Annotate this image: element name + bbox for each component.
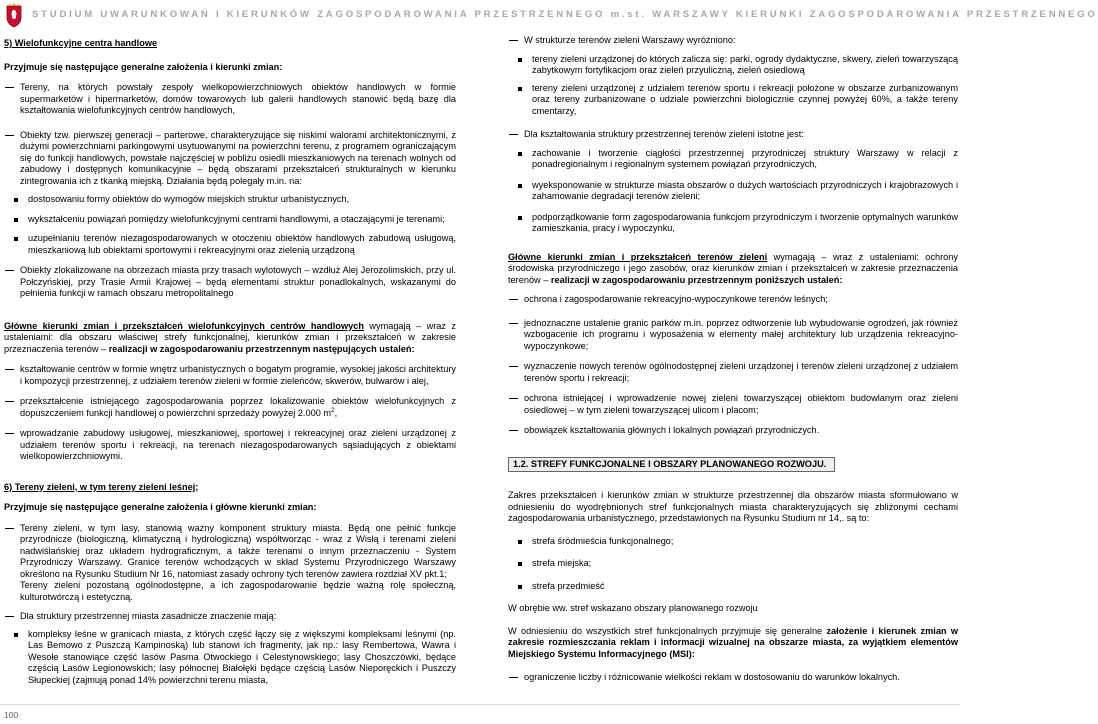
ads-paragraph bbox=[508, 626, 958, 661]
section-6-point-1b: Tereny zieleni pozostaną ogólnodostępne, a ich zagospodarowanie będzie ważną rolę społeczną, kulturotwórczą i estetyczną. bbox=[20, 580, 456, 602]
section-6-intro: Przyjmuje się następujące generalne założenia i główne kierunki zmian: bbox=[4, 502, 317, 512]
right-bullet-1: tereny zieleni urządzonej do których zalicza się: parki, ogrody dydaktyczne, skwery, zieleń towarzyszącą zabytkowym fortyfikacjom oraz zieleń przyuliczną, zieleń osiedlową bbox=[508, 54, 958, 77]
section-5-rule-2-text: przekształcenie istniejącego zagospodarowania poprzez lokalizowanie obiektów wielofunkcyjnych z dopuszczeniem funkcji handlowej o powierzchni sprzedaży powyżej 2.000 m bbox=[20, 396, 456, 418]
section-6-directions-heading: Główne kierunki zmian i przekształceń terenów zieleni bbox=[508, 251, 768, 262]
chapter-heading-box: 1.2. STREFY FUNKCJONALNE I OBSZARY PLANOWANEGO ROZWOJU. bbox=[508, 457, 835, 473]
right-bullet-3: zachowanie i tworzenie ciągłości przestrzennej przyrodniczej struktury Warszawy w relacji z ponadregionalnym i regionalnym systemem powiązań przyrodniczych, bbox=[508, 148, 958, 171]
left-column bbox=[4, 38, 456, 686]
section-6-bullet-1: kompleksy leśne w granicach miasta, z których część łączy się z większymi kompleksami leśnymi (np. Las Bemowo z Puszczą Kampinoską) lub stanowi ich fragmenty, jak np.: lasy Rembertowa, Wawra i Wesołe stanowiące część lasów Pasma Otwockiego i Celestynowskiego; lasy Choszczówki, będące częścią Lasów Legionowskich; lasy północnej Białołęki będące częścią Lasów Nieporęckich i Puszczy Słupeckiej (zajmują ponad 14% powierzchni terenu miasta, bbox=[4, 629, 456, 687]
footer-divider bbox=[0, 704, 960, 705]
zone-item-1: strefa śródmieścia funkcjonalnego; bbox=[508, 536, 958, 548]
section-5-rule-1: kształtowanie centrów w formie wnętrz urbanistycznych o bogatym programie, wysokiej jakości architektury i kompozycji przestrzennej, z udziałem terenów zieleni w formie zieleńców, skwerów, bulwarów i alej, bbox=[4, 364, 456, 387]
right-point-1: W strukturze terenów zieleni Warszawy wyróżniono: bbox=[508, 35, 958, 47]
running-title: STUDIUM UWARUNKOWAŃ I KIERUNKÓW ZAGOSPODAROWANIA PRZESTRZENNEGO m.st. WARSZAWY KIERUNKI ZAGOSPODAROWANIA PRZESTRZENNEGO bbox=[32, 9, 1098, 20]
section-5-title: 5) Wielofunkcyjne centra handlowe bbox=[4, 38, 158, 48]
page-number: 100 bbox=[4, 710, 19, 720]
section-5-bullet-3: uzupełnianiu terenów niezagospodarowanych w otoczeniu obiektów handlowych zabudową usługową, mieszkaniową lub obiektami sportowymi i rekreacyjnymi oraz zielenią urządzoną bbox=[4, 233, 456, 256]
section-6-directions-text: wymagają – wraz z ustaleniami: ochrony środowiska przyrodniczego i jego zasobów, oraz kierunków zmian i przekształceń w zakresie przeznaczenia terenów – bbox=[508, 251, 958, 285]
right-bullet-2: tereny zieleni urządzonej z udziałem terenów sportu i rekreacji położone w obszarze zurbanizowanym oraz tereny zurbanizowane o udziale powierzchni biologicznie czynnej powyżej 60%, a także tereny cmentarzy, bbox=[508, 83, 958, 118]
right-bullet-5: podporządkowanie form zagospodarowania funkcjom przyrodniczym i tworzenie optymalnych warunków zamieszkania, pracy i wypoczynku, bbox=[508, 212, 958, 235]
right-point-2: Dla kształtowania struktury przestrzennej terenów zieleni istotne jest: bbox=[508, 129, 958, 141]
section-6-title: 6) Tereny zieleni, w tym tereny zieleni leśnej; bbox=[4, 481, 199, 492]
section-6-point-2: Dla struktury przestrzennej miasta zasadnicze znaczenie mają: bbox=[4, 611, 456, 623]
section-6-directions bbox=[508, 252, 958, 287]
right-bullet-4: wyeksponowanie w strukturze miasta obszarów o dużych wartościach przyrodniczych i krajobrazowych i zahamowanie degradacji terenów zieleni; bbox=[508, 180, 958, 203]
zone-item-2: strefa miejska; bbox=[508, 558, 958, 570]
ads-rule-1: ograniczenie liczby i różnicowanie wielkości reklam w dostosowaniu do warunków lokalnych. bbox=[508, 672, 958, 684]
section-6-rule-1: ochrona i zagospodarowanie rekreacyjno-wypoczynkowe terenów leśnych; bbox=[508, 294, 958, 306]
section-5-directions-heading: Główne kierunki zmian i przekształceń wielofunkcyjnych centrów handlowych bbox=[4, 320, 364, 331]
section-6-directions-bold: realizacji w zagospodarowaniu przestrzennym poniższych ustaleń: bbox=[550, 274, 843, 285]
right-column bbox=[508, 35, 958, 684]
section-6-point-1: Tereny zieleni, w tym lasy, stanowią ważny komponent struktury miasta. Będą one pełnić funkcje przyrodnicze (biologiczną, klimatyczną i hydrologiczną) współtworząc - wraz z Wisłą i terenami zieleni nadwiślańskiej oraz układem hydrograficznym, a także terenami o innym przeznaczeniu - System Przyrodniczy Warszawy. Granice terenów wchodzących w skład Systemu Przyrodniczego Warszawy określono na Rysunku Studium Nr 16, natomiast zasady ochrony tych terenów zawiera rozdział XV pkt.1; bbox=[4, 523, 456, 581]
ads-paragraph-text: W odniesieniu do wszystkich stref funkcjonalnych przyjmuje się generalne bbox=[508, 625, 827, 636]
section-5-rule-2-end: , bbox=[334, 407, 338, 418]
section-6-rule-2: jednoznaczne ustalenie granic parków m.in. poprzez odtworzenie lub wybudowanie ogrodzeń, jak również wzbogacenie ich programu i wyposażenia w elementy małej architektury lub urządzenia rekreacyjno-wypoczynkowe; bbox=[508, 318, 958, 353]
section-5-point-1: Tereny, na których powstały zespoły wielkopowierzchniowych obiektów handlowych w formie supermarketów i hipermarketów, domów towarowych lub galerii handlowych stanowić będą bazę dla kształtowania wielofunkcyjnych centrów handlowych, bbox=[4, 82, 456, 117]
section-6-rule-5: obowiązek kształtowania głównych i lokalnych powiązań przyrodniczych. bbox=[508, 425, 958, 437]
zones-after: W obrębie ww. stref wskazano obszary planowanego rozwoju bbox=[508, 603, 758, 613]
section-5-bullet-2: wykształceniu powiązań pomiędzy wielofunkcyjnymi centrami handlowymi, a otaczającymi je terenami; bbox=[4, 214, 456, 226]
section-5-rule-2 bbox=[4, 396, 456, 419]
section-5-rule-3: wprowadzanie zabudowy usługowej, mieszkaniowej, sportowej i rekreacyjnej oraz zieleni urządzonej z udziałem terenów sportu i rekreacji, na terenach niezagospodarowanych sąsiadujących z obiektami wielkopowierzchniowymi. bbox=[4, 428, 456, 463]
section-5-rule-2-sup: 2 bbox=[331, 406, 335, 414]
zones-paragraph: Zakres przekształceń i kierunków zmian w strukturze przestrzennej dla obszarów miasta sformułowano w odniesieniu do wyodrębnionych stref funkcjonalnych miasta charakteryzujących się zbliżonymi cechami zagospodarowania urbanistycznego, przedstawionych na Rysunku Studium nr 14,. są to: bbox=[508, 490, 958, 523]
section-5-directions-text: wymagają – wraz z ustaleniami: dla obszaru właściwej strefy funkcjonalnej, kierunków zmian i przekształceń w zakresie przeznaczenia terenów – bbox=[4, 320, 456, 354]
section-5-point-3: Obiekty zlokalizowane na obrzeżach miasta przy trasach wylotowych – wzdłuż Alej Jerozolimskich, przy ul. Połczyńskiej, przy Trasie Armii Krajowej – będą elementami struktur ponadlokalnych, wskazanymi do pełnienia funkcji w ramach obszaru metropolitalnego bbox=[4, 265, 456, 300]
zone-item-3: strefa przedmieść bbox=[508, 581, 958, 593]
section-5-point-2: Obiekty tzw. pierwszej generacji – parterowe, charakteryzujące się niskimi walorami architektonicznymi, z dużymi powierzchniami parkingowymi usytuowanymi na powierzchni terenu, z programem ograniczającym się do funkcji handlowych, powstałe najczęściej w pobliżu osiedli mieszkaniowych na terenach wolnych od zabudowy i dostępnych komunikacyjnie – będą obszarami przekształceń strukturalnych w kierunku zintegrowania ich z tkanką miejską. Działania będą polegały m.in. na: bbox=[4, 130, 456, 188]
section-5-bullet-1: dostosowaniu formy obiektów do wymogów miejskich struktur urbanistycznych, bbox=[4, 194, 456, 206]
section-6-rule-3: wyznaczenie nowych terenów ogólnodostępnej zieleni urządzonej i terenów zieleni urządzonej z udziałem terenów sportu i rekreacji; bbox=[508, 361, 958, 384]
ads-paragraph-bold: założenie i kierunek zmian w zakresie rozmieszczania reklam i informacji wizualnej na obszarze miasta, za wyjątkiem elementów Miejskiego Systemu Informacyjnego (MSI): bbox=[508, 625, 958, 659]
section-6-rule-4: ochrona istniejącej i wprowadzenie nowej zieleni towarzyszącej obiektom budowlanym oraz zieleni osiedlowej – w tym zieleni towarzyszącej ulicom i placom; bbox=[508, 393, 958, 416]
warsaw-coat-of-arms-icon bbox=[3, 2, 25, 28]
page-header bbox=[0, 0, 1098, 28]
section-5-intro: Przyjmuje się następujące generalne założenia i kierunki zmian: bbox=[4, 61, 283, 72]
section-5-directions-bold: realizacji w zagospodarowaniu przestrzennym następujących ustaleń: bbox=[108, 343, 415, 354]
section-5-directions bbox=[4, 321, 456, 356]
